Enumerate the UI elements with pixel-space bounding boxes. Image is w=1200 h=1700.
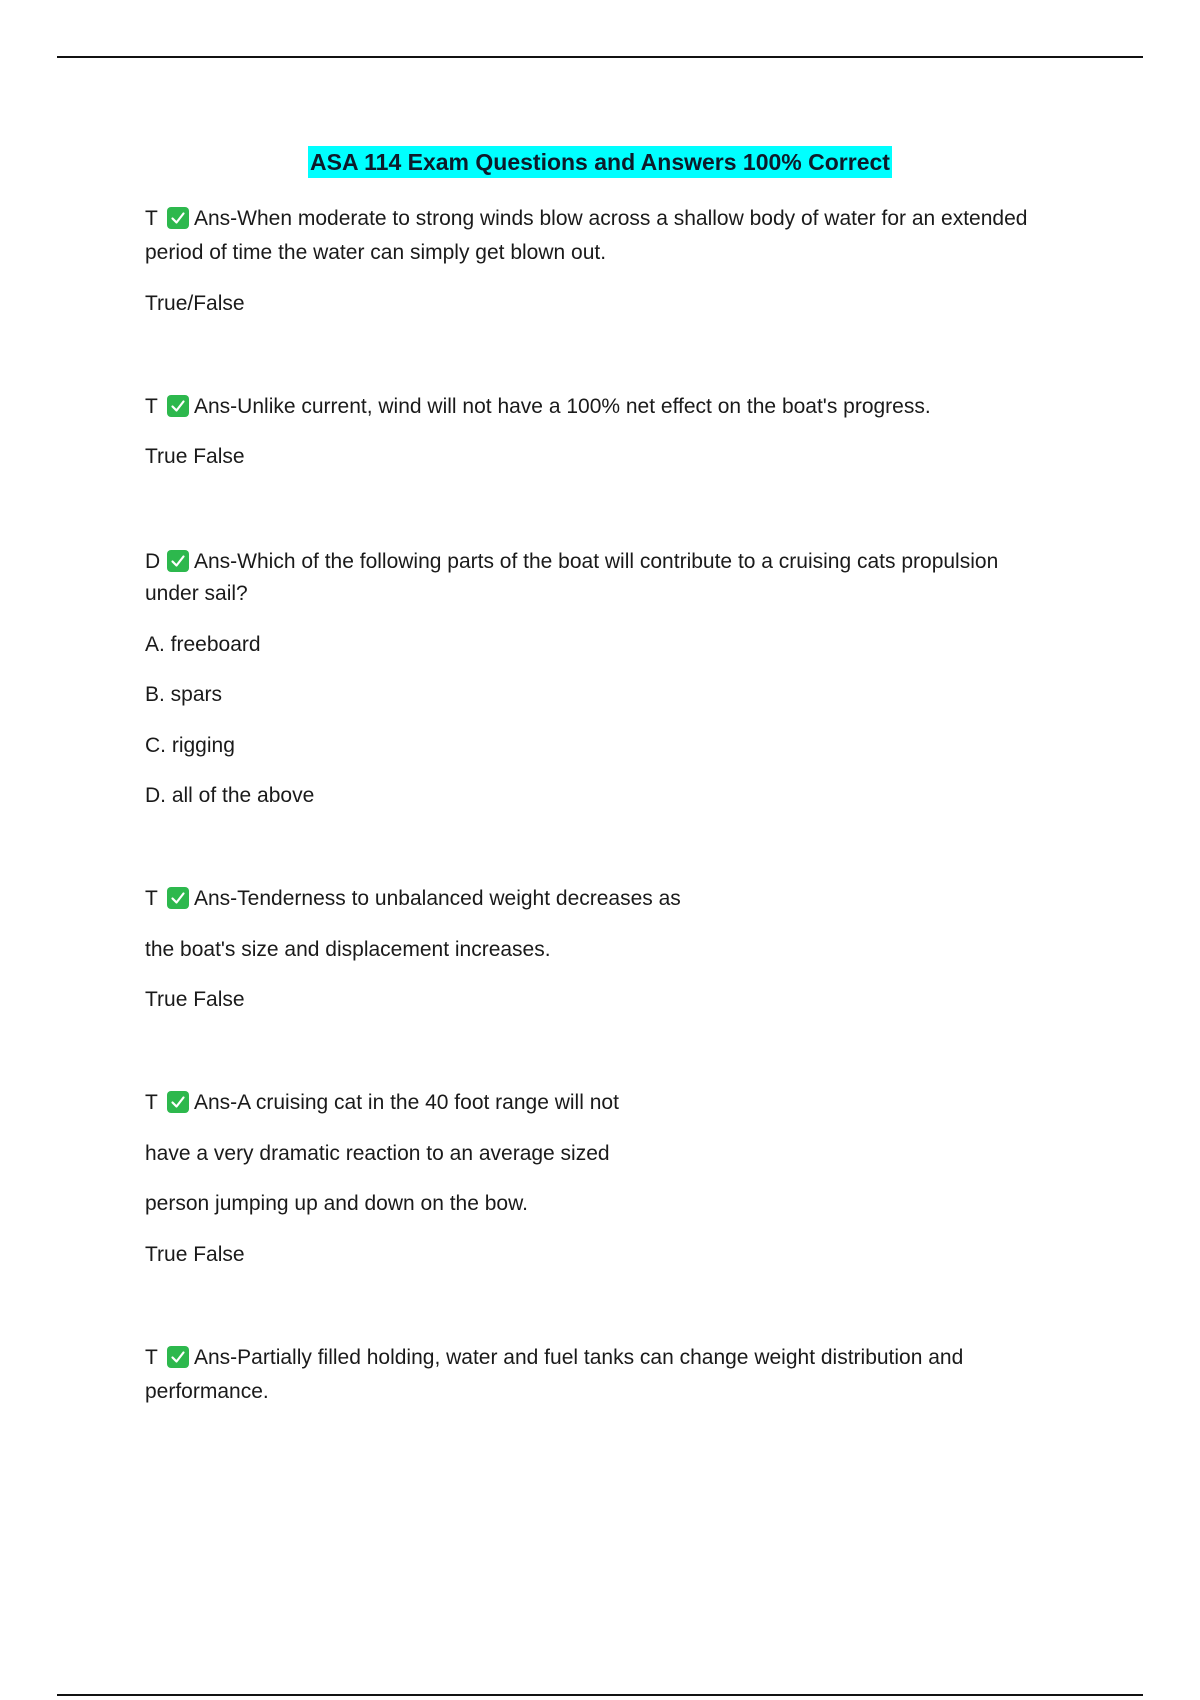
question-text: performance. — [145, 1380, 269, 1403]
question-text: Ans-Unlike current, wind will not have a 100% net effect on the boat's progress. — [194, 395, 931, 418]
question-text: the boat's size and displacement increases. — [145, 938, 551, 961]
answer-letter: T — [145, 395, 158, 418]
answer-line — [145, 1341, 1085, 1375]
answer-options: True False — [145, 445, 245, 468]
answer-line — [145, 545, 1085, 579]
answer-letter: T — [145, 207, 158, 230]
answer-line — [145, 882, 1085, 916]
check-icon — [167, 395, 189, 417]
question-text: Ans-Partially filled holding, water and fuel tanks can change weight distribution and — [194, 1346, 964, 1369]
footer-rule — [57, 1694, 1143, 1696]
option-a: A. freeboard — [145, 633, 261, 656]
question-text: Ans-Tenderness to unbalanced weight decreases as — [194, 887, 681, 910]
answer-line — [145, 202, 1085, 236]
check-icon — [167, 1346, 189, 1368]
check-icon — [167, 887, 189, 909]
question-text: Ans-When moderate to strong winds blow across a shallow body of water for an extended — [194, 207, 1028, 230]
option-b: B. spars — [145, 683, 223, 706]
check-icon — [167, 207, 189, 229]
answer-options: True/False — [145, 292, 245, 315]
option-d: D. all of the above — [145, 784, 315, 807]
check-icon — [167, 1091, 189, 1113]
answer-letter: T — [145, 1091, 158, 1114]
answer-letter: T — [145, 1346, 158, 1369]
question-text: period of time the water can simply get blown out. — [145, 241, 607, 264]
option-c: C. rigging — [145, 734, 235, 757]
question-text: person jumping up and down on the bow. — [145, 1192, 528, 1215]
answer-letter: D — [145, 550, 161, 573]
question-text: Ans-A cruising cat in the 40 foot range will not — [194, 1091, 619, 1114]
answer-options: True False — [145, 1243, 245, 1266]
question-text: Ans-Which of the following parts of the boat will contribute to a cruising cats propulsion — [194, 550, 999, 573]
title-container — [0, 146, 1200, 178]
document-title: ASA 114 Exam Questions and Answers 100% Correct — [308, 146, 892, 178]
answer-line — [145, 390, 1085, 424]
header-rule — [57, 56, 1143, 58]
question-text: have a very dramatic reaction to an average sized — [145, 1142, 610, 1165]
answer-letter: T — [145, 887, 158, 910]
check-icon — [167, 550, 189, 572]
answer-options: True False — [145, 988, 245, 1011]
answer-line — [145, 1086, 1085, 1120]
question-text: under sail? — [145, 582, 248, 605]
